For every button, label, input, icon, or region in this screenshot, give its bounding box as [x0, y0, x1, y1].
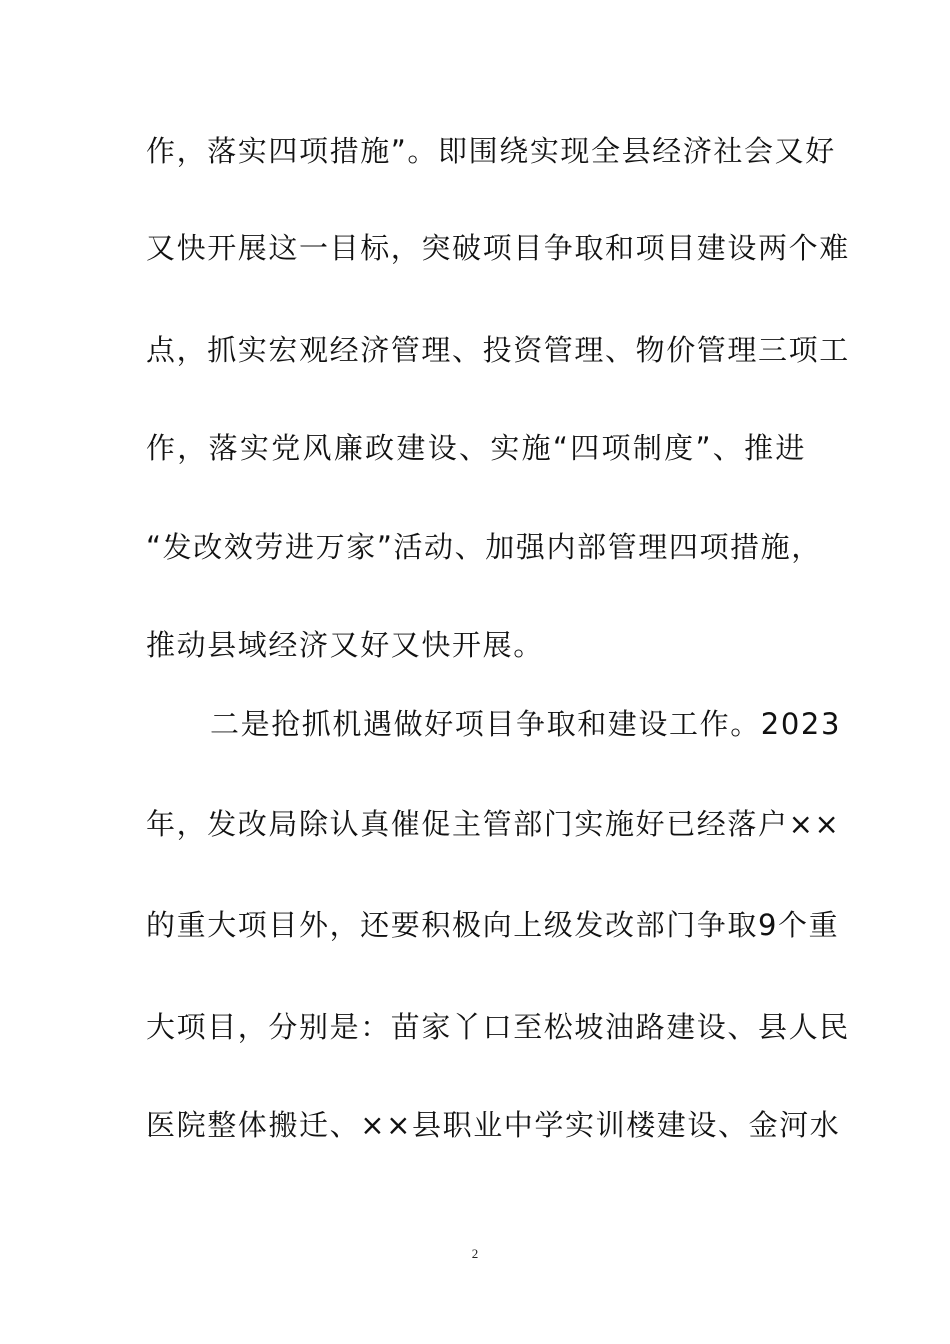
- page-number: 2: [471, 1246, 479, 1261]
- text-line-2: 又快开展这一目标，突破项目争取和项目建设两个难: [146, 231, 850, 265]
- text-line-11: 医院整体搬迁、××县职业中学实训楼建设、金河水: [146, 1108, 841, 1142]
- text-line-6: 推动县域经济又好又快开展。: [146, 628, 544, 662]
- text-line-9: 的重大项目外，还要积极向上级发改部门争取9个重: [146, 908, 840, 942]
- text-line-5: “发改效劳进万家”活动、加强内部管理四项措施，: [146, 530, 822, 564]
- text-line-4: 作，落实党风廉政建设、实施“四项制度”、推进: [146, 431, 806, 465]
- text-line-8: 年，发改局除认真催促主管部门实施好已经落户××: [146, 807, 841, 841]
- text-line-1: 作，落实四项措施”。即围绕实现全县经济社会又好: [146, 134, 836, 168]
- text-line-3: 点，抓实宏观经济管理、投资管理、物价管理三项工: [146, 333, 850, 367]
- text-line-7: 二是抢抓机遇做好项目争取和建设工作。2023: [210, 707, 842, 741]
- text-line-10: 大项目，分别是：苗家丫口至松坡油路建设、县人民: [146, 1010, 850, 1044]
